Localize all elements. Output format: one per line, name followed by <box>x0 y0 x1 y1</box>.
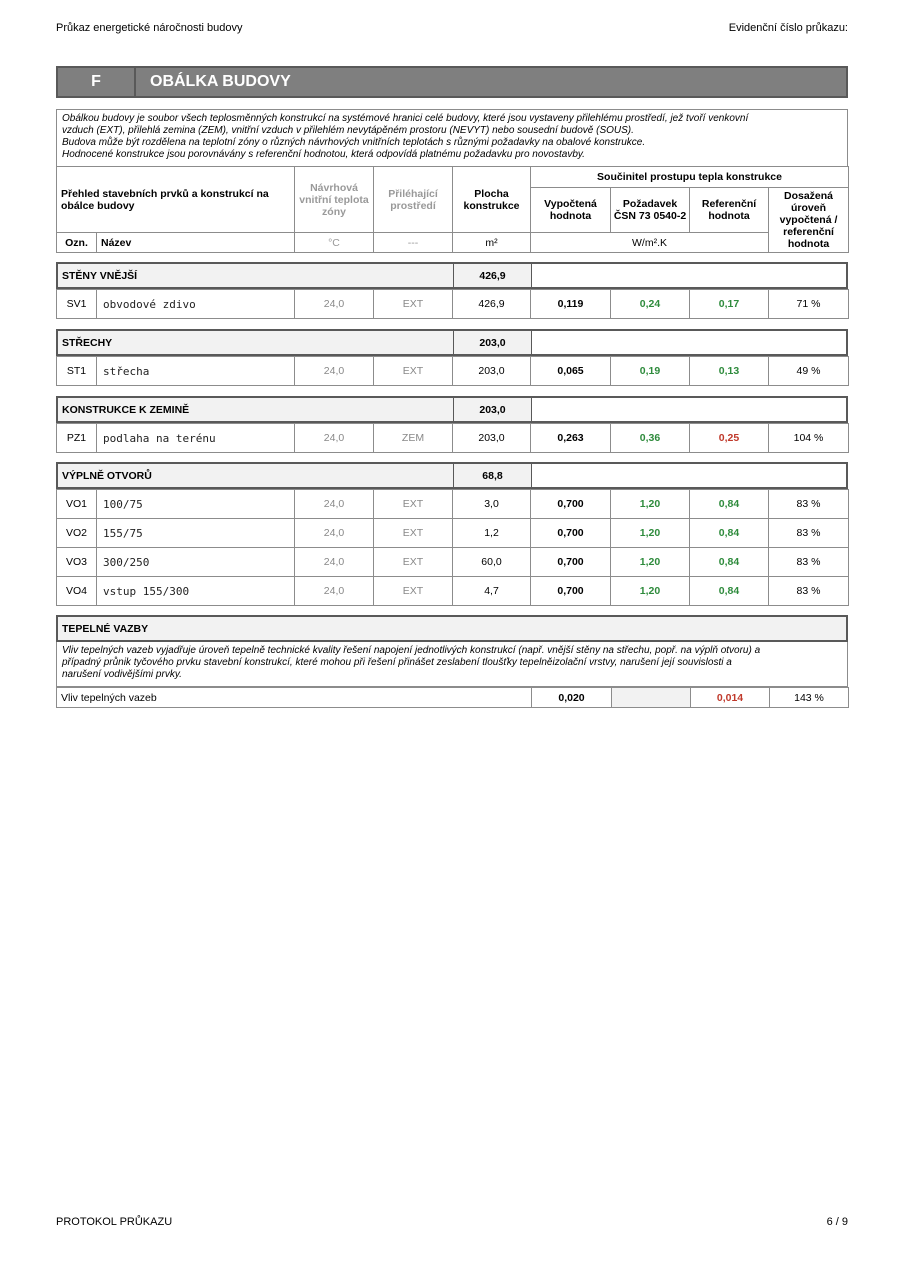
thermal-bridges-label: Vliv tepelných vazeb <box>57 688 532 708</box>
section-title: OBÁLKA BUDOVY <box>150 73 291 90</box>
row-name: obvodové zdivo <box>97 290 295 319</box>
row-u-reference: 0,84 <box>690 548 769 577</box>
u-unit: W/m².K <box>531 233 769 253</box>
row-area: 203,0 <box>453 357 531 386</box>
area-header: Plocha konstrukce <box>453 167 531 233</box>
row-temp: 24,0 <box>295 577 374 606</box>
intro-line: Hodnocené konstrukce jsou porovnávány s referenční hodnotou, která odpovídá platnému požadavku pro novostavby. <box>62 149 585 160</box>
group-header <box>56 462 848 489</box>
table-row <box>57 548 849 577</box>
group-name: STĚNY VNĚJŠÍ <box>58 264 454 287</box>
row-u-requirement: 0,36 <box>611 424 690 453</box>
row-environment: EXT <box>374 519 453 548</box>
row-u-reference: 0,17 <box>690 290 769 319</box>
group-header <box>56 329 848 356</box>
intro-line: Budova může být rozdělena na teplotní zóny o různých návrhových vnitřních teplotách s různými požadavky na obalové konstrukce. <box>62 137 646 148</box>
group-area: 203,0 <box>454 331 532 354</box>
group-area: 68,8 <box>454 464 532 487</box>
table-header <box>56 166 849 253</box>
row-area: 426,9 <box>453 290 531 319</box>
row-area: 3,0 <box>453 490 531 519</box>
row-environment: ZEM <box>374 424 453 453</box>
row-u-requirement: 1,20 <box>611 577 690 606</box>
row-name: vstup 155/300 <box>97 577 295 606</box>
section-letter: F <box>58 68 136 96</box>
group-name: STŘECHY <box>58 331 454 354</box>
row-u-reference: 0,84 <box>690 490 769 519</box>
row-area: 1,2 <box>453 519 531 548</box>
row-u-reference: 0,84 <box>690 519 769 548</box>
temp-header: Návrhová vnitřní teplota zóny <box>295 167 374 233</box>
row-code: VO2 <box>57 519 97 548</box>
row-name: 300/250 <box>97 548 295 577</box>
row-u-reference: 0,84 <box>690 577 769 606</box>
row-temp: 24,0 <box>295 290 374 319</box>
u-calc-header: Vypočtená hodnota <box>531 188 611 233</box>
row-temp: 24,0 <box>295 519 374 548</box>
row-u-calc: 0,119 <box>531 290 611 319</box>
intro-line: vzduch (EXT), přilehlá zemina (ZEM), vnitřní vzduch v přilehlém nevytápěném prostoru (NEVYT) nebo sousední budově (SOUS). <box>62 125 634 136</box>
row-percent: 83 % <box>769 577 849 606</box>
achieved-header: Dosažená úroveň vypočtená / referenční hodnota <box>769 188 849 253</box>
intro-text <box>56 109 848 166</box>
table-row <box>57 519 849 548</box>
row-percent: 104 % <box>769 424 849 453</box>
group-name: VÝPLNĚ OTVORŮ <box>58 464 454 487</box>
table-row <box>57 577 849 606</box>
row-environment: EXT <box>374 490 453 519</box>
u-ref-header: Referenční hodnota <box>690 188 769 233</box>
row-u-calc: 0,700 <box>531 519 611 548</box>
row-temp: 24,0 <box>295 490 374 519</box>
row-u-calc: 0,263 <box>531 424 611 453</box>
row-name: 155/75 <box>97 519 295 548</box>
row-area: 4,7 <box>453 577 531 606</box>
thermal-bridges-table <box>56 687 849 708</box>
row-code: VO4 <box>57 577 97 606</box>
row-environment: EXT <box>374 577 453 606</box>
area-unit: m² <box>453 233 531 253</box>
thermal-bridges-header: TEPELNÉ VAZBY <box>56 615 848 642</box>
row-code: SV1 <box>57 290 97 319</box>
row-percent: 83 % <box>769 548 849 577</box>
thermal-bridges-line: případný průnik tyčového prvku stavební konstrukcí, které mohou při řešení přinášet zeslabení tloušťky tepelněizolační vrstvy, narušení její souvislosti a <box>62 657 732 668</box>
thermal-bridges-requirement <box>612 688 691 708</box>
group-spacer <box>532 398 846 421</box>
group-spacer <box>532 331 846 354</box>
row-u-calc: 0,700 <box>531 490 611 519</box>
name-col-header: Název <box>97 233 295 253</box>
thermal-bridges-line: narušení vodivějšími prvky. <box>62 669 182 680</box>
row-area: 60,0 <box>453 548 531 577</box>
thermal-bridges-value: 0,020 <box>532 688 612 708</box>
document-title: Průkaz energetické náročnosti budovy <box>56 22 243 34</box>
row-percent: 49 % <box>769 357 849 386</box>
group-name: KONSTRUKCE K ZEMINĚ <box>58 398 454 421</box>
row-environment: EXT <box>374 290 453 319</box>
group-spacer <box>532 264 846 287</box>
page-number: 6 / 9 <box>826 1216 848 1228</box>
u-req-header: Požadavek ČSN 73 0540-2 <box>611 188 690 233</box>
group-rows <box>56 489 849 606</box>
row-u-requirement: 1,20 <box>611 548 690 577</box>
row-area: 203,0 <box>453 424 531 453</box>
row-percent: 83 % <box>769 519 849 548</box>
table-row <box>57 357 849 386</box>
table-row <box>57 490 849 519</box>
group-rows <box>56 423 849 453</box>
row-name: 100/75 <box>97 490 295 519</box>
row-code: PZ1 <box>57 424 97 453</box>
row-u-requirement: 0,19 <box>611 357 690 386</box>
overview-header: Přehled stavebních prvků a konstrukcí na obálce budovy <box>57 167 295 233</box>
intro-line: Obálkou budovy je soubor všech teplosměnných konstrukcí na systémové hranici celé budovy, které jsou vystaveny přilehlému prostředí, jež tvoří venkovní <box>62 113 749 124</box>
group-spacer <box>532 464 846 487</box>
code-col-header: Ozn. <box>57 233 97 253</box>
group-header <box>56 262 848 289</box>
table-row <box>57 290 849 319</box>
thermal-bridges-reference: 0,014 <box>691 688 770 708</box>
row-u-requirement: 1,20 <box>611 490 690 519</box>
row-u-requirement: 0,24 <box>611 290 690 319</box>
row-code: ST1 <box>57 357 97 386</box>
row-percent: 71 % <box>769 290 849 319</box>
adjacent-unit: --- <box>374 233 453 253</box>
row-name: střecha <box>97 357 295 386</box>
row-u-reference: 0,25 <box>690 424 769 453</box>
temp-unit: °C <box>295 233 374 253</box>
group-area: 426,9 <box>454 264 532 287</box>
row-u-requirement: 1,20 <box>611 519 690 548</box>
row-u-reference: 0,13 <box>690 357 769 386</box>
thermal-bridges-percent: 143 % <box>770 688 849 708</box>
section-header <box>56 66 848 98</box>
row-environment: EXT <box>374 357 453 386</box>
adjacent-header: Přiléhající prostředí <box>374 167 453 233</box>
group-area: 203,0 <box>454 398 532 421</box>
row-name: podlaha na terénu <box>97 424 295 453</box>
row-u-calc: 0,700 <box>531 577 611 606</box>
footer-label: PROTOKOL PRŮKAZU <box>56 1216 173 1228</box>
group-rows <box>56 289 849 319</box>
thermal-bridges-line: Vliv tepelných vazeb vyjadřuje úroveň tepelně technické kvality řešení napojení jednotlivých konstrukcí (např. vnější stěny na střechu, popř. na výplň otvoru) a <box>62 645 761 656</box>
row-percent: 83 % <box>769 490 849 519</box>
row-code: VO1 <box>57 490 97 519</box>
row-temp: 24,0 <box>295 424 374 453</box>
group-header <box>56 396 848 423</box>
row-u-calc: 0,700 <box>531 548 611 577</box>
registration-number-label: Evidenční číslo průkazu: <box>728 22 848 34</box>
row-u-calc: 0,065 <box>531 357 611 386</box>
row-temp: 24,0 <box>295 548 374 577</box>
u-group-header: Součinitel prostupu tepla konstrukce <box>531 167 849 188</box>
thermal-bridges-text <box>56 642 848 687</box>
row-environment: EXT <box>374 548 453 577</box>
table-row <box>57 424 849 453</box>
row-temp: 24,0 <box>295 357 374 386</box>
group-rows <box>56 356 849 386</box>
row-code: VO3 <box>57 548 97 577</box>
